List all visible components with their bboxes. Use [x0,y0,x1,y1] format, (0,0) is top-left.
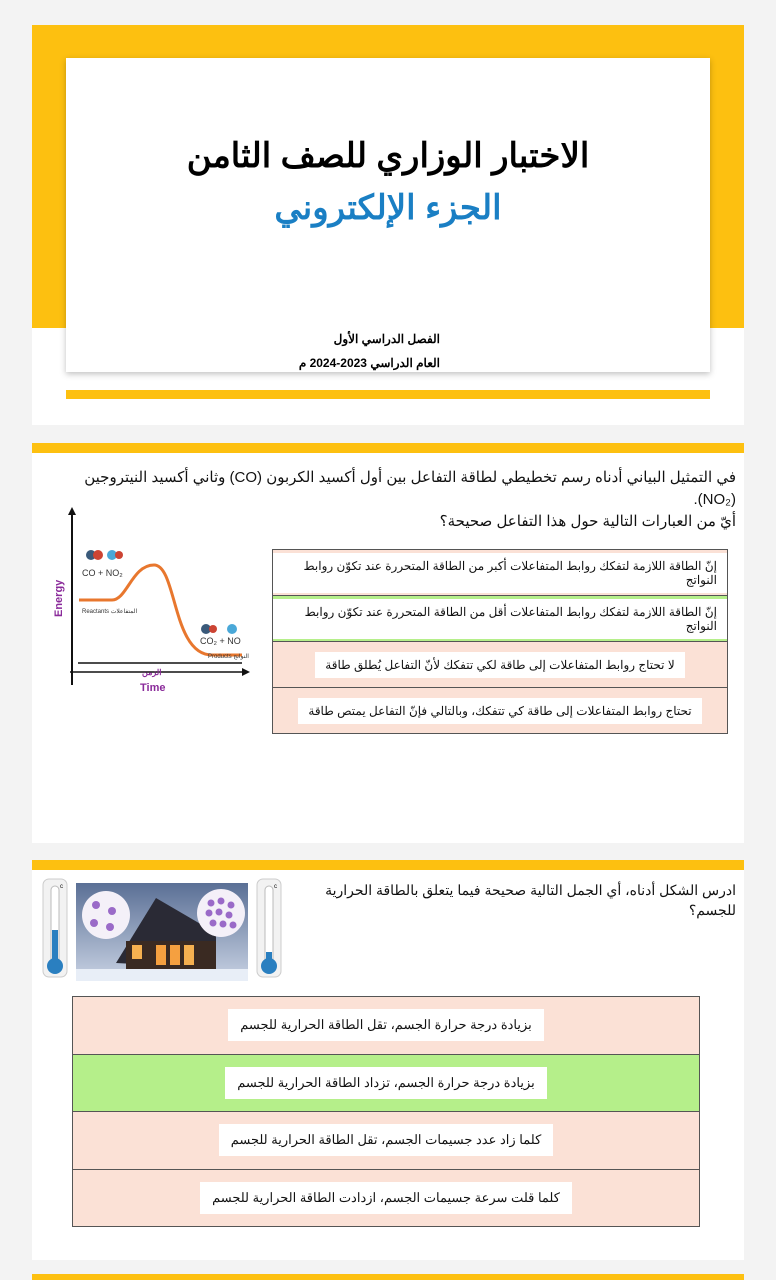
cover-subtitle: الجزء الإلكتروني [274,189,502,227]
semester-label: الفصل الدراسي الأول [333,332,440,346]
option-text: بزيادة درجة حرارة الجسم، تقل الطاقة الحرارية للجسم [228,1009,544,1041]
slide-topbar [32,860,744,870]
thermometer-warm-icon [256,878,282,978]
option-text: إنّ الطاقة اللازمة لتفكك روابط المتفاعلات أقل من الطاقة المتحررة عند تكوّن روابط النواتج [273,599,727,639]
option-text: لا تحتاج روابط المتفاعلات إلى طاقة لكي تتفكك لأنّ التفاعل يُطلق طاقة [315,652,684,678]
question-slide-2 [32,860,744,1260]
products-formula: CO₂ + NO [200,636,241,646]
cover-card [66,58,710,372]
answer-option-correct[interactable] [73,1055,699,1113]
answer-option[interactable] [273,688,727,733]
reactants-label: Reactants المتفاعلات [82,609,138,615]
cover-divider [66,390,710,399]
house-particles-image [76,883,248,981]
option-text: تحتاج روابط المتفاعلات إلى طاقة كي تتفكك، وبالتالي فإنّ التفاعل يمتص طاقة [298,698,701,724]
products-label: Products النواتج [208,654,249,660]
cover-title: الاختبار الوزاري للصف الثامن [186,137,590,175]
year-label: العام الدراسي 2023-2024 م [298,356,440,370]
option-text: بزيادة درجة حرارة الجسم، تزداد الطاقة الحرارية للجسم [225,1067,547,1099]
answer-option-correct[interactable] [273,596,727,642]
option-text: كلما زاد عدد جسيمات الجسم، تقل الطاقة الحرارية للجسم [219,1124,554,1156]
question-text-line2: أيّ من العبارات التالية حول هذا التفاعل صحيحة؟ [439,512,736,530]
unit-label: c [60,884,63,890]
option-text: إنّ الطاقة اللازمة لتفكك روابط المتفاعلات أكبر من الطاقة المتحررة عند تكوّن روابط النواتج [273,553,727,593]
x-axis-label: Time [140,682,166,694]
answer-options [72,996,700,1227]
answer-option[interactable] [273,550,727,596]
question-text: ادرس الشكل أدناه، أي الجمل التالية صحيحة فيما يتعلق بالطاقة الحرارية للجسم؟ [325,882,736,919]
unit-label: c [274,884,277,890]
question-slide-1 [32,443,744,843]
answer-option[interactable] [73,997,699,1055]
thermometer-cold-icon [42,878,68,978]
reactants-formula: CO + NO₂ [82,568,123,578]
x-axis-label-ar: الزمن [142,668,162,677]
question-box [294,880,736,921]
answer-option[interactable] [273,642,727,688]
energy-diagram [42,505,252,695]
answer-option[interactable] [73,1170,699,1227]
answer-options [272,549,728,734]
next-slide-topbar [32,1274,744,1280]
answer-option[interactable] [73,1112,699,1170]
slide-topbar [32,443,744,453]
question-text-line1: في التمثيل البياني أدناه رسم تخطيطي لطاقة التفاعل بين أول أكسيد الكربون (CO) وثاني أكسيد النيتروجين (NO₂). [84,469,736,508]
cover-slide [32,25,744,425]
y-axis-label: Energy [53,579,65,617]
option-text: كلما قلت سرعة جسيمات الجسم، ازدادت الطاقة الحرارية للجسم [200,1182,572,1214]
